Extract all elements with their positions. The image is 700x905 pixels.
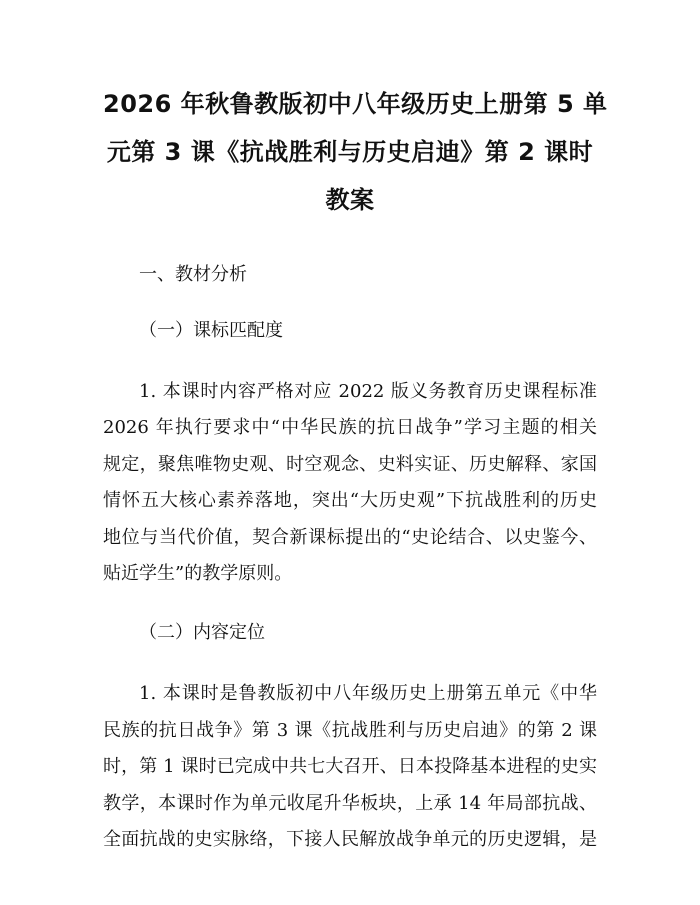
subsection-heading-curriculum-match: （一）课标匹配度	[139, 320, 283, 341]
paragraph-line: 教学，本课时作为单元收尾升华板块，上承 14 年局部抗战、	[103, 792, 597, 814]
paragraph-line: 贴近学生”的教学原则。	[103, 563, 293, 585]
paragraph-line: 规定，聚焦唯物史观、时空观念、史料实证、历史解释、家国	[103, 453, 597, 475]
paragraph-line: 2026 年执行要求中“中华民族的抗日战争”学习主题的相关	[103, 417, 597, 439]
paragraph-line: 全面抗战的史实脉络，下接人民解放战争单元的历史逻辑，是	[103, 829, 597, 851]
paragraph-line: 民族的抗日战争》第 3 课《抗战胜利与历史启迪》的第 2 课	[103, 719, 597, 741]
paragraph-line: 地位与当代价值，契合新课标提出的“史论结合、以史鉴今、	[103, 526, 597, 548]
document-title	[103, 80, 608, 224]
paragraph-line: 1. 本课时是鲁教版初中八年级历史上册第五单元《中华	[139, 683, 597, 705]
title-line-3: 教案	[325, 186, 375, 214]
paragraph-curriculum-match	[103, 374, 597, 592]
title-line-1: 2026 年秋鲁教版初中八年级历史上册第 5 单	[103, 90, 608, 118]
subsection-heading-content-positioning: （二）内容定位	[139, 622, 265, 644]
section-heading-textbook-analysis: 一、教材分析	[139, 264, 247, 285]
title-line-2: 元第 3 课《抗战胜利与历史启迪》第 2 课时	[106, 138, 594, 166]
paragraph-content-positioning	[103, 676, 597, 858]
paragraph-line: 情怀五大核心素养落地，突出“大历史观”下抗战胜利的历史	[103, 490, 597, 512]
paragraph-line: 时，第 1 课时已完成中共七大召开、日本投降基本进程的史实	[103, 756, 597, 778]
paragraph-line: 1. 本课时内容严格对应 2022 版义务教育历史课程标准	[139, 381, 597, 402]
